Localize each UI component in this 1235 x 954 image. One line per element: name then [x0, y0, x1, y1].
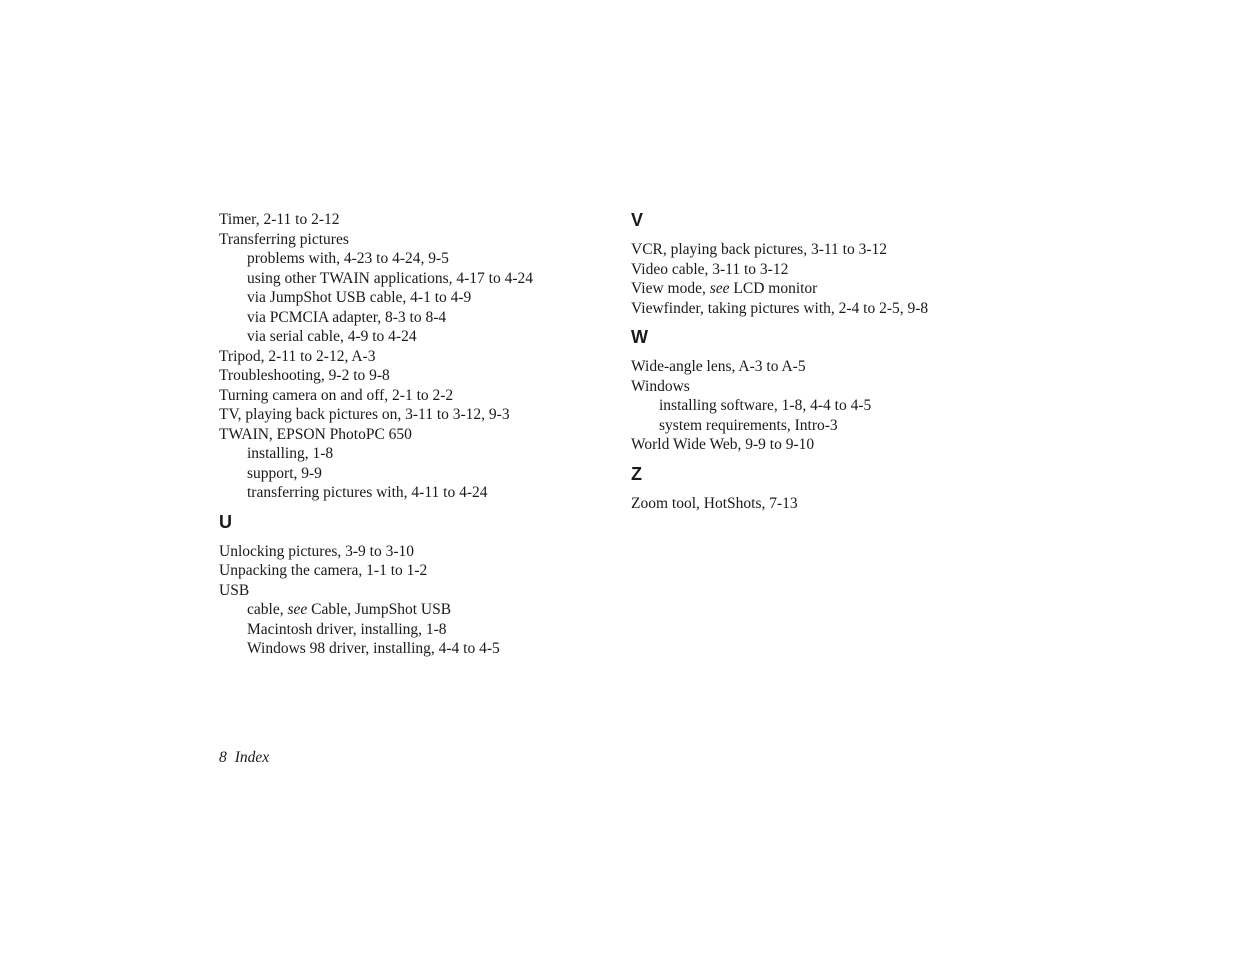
page-number: 8 — [219, 749, 227, 766]
page-footer — [219, 749, 269, 767]
index-entry: Transferring pictures — [219, 230, 349, 248]
entry-text: cable, — [247, 601, 288, 618]
index-subentry: using other TWAIN applications, 4-17 to 4-24 — [247, 269, 533, 287]
index-entry: Windows — [631, 377, 690, 395]
index-subentry: transferring pictures with, 4-11 to 4-24 — [247, 484, 488, 501]
index-subentry — [219, 600, 619, 620]
index-entry: Viewfinder, taking pictures with, 2-4 to 2-5, 9-8 — [631, 299, 929, 317]
index-subentry: Windows 98 driver, installing, 4-4 to 4-5 — [247, 640, 500, 657]
index-entry: USB — [219, 581, 250, 599]
section-letter-z: Z — [631, 463, 642, 484]
index-entry: Wide-angle lens, A-3 to A-5 — [631, 358, 806, 375]
index-subentry: via JumpShot USB cable, 4-1 to 4-9 — [247, 289, 472, 306]
index-entry: Troubleshooting, 9-2 to 9-8 — [219, 367, 390, 384]
index-entry: Zoom tool, HotShots, 7-13 — [631, 494, 798, 512]
index-subentry: installing software, 1-8, 4-4 to 4-5 — [659, 397, 872, 414]
index-subentry: problems with, 4-23 to 4-24, 9-5 — [247, 250, 449, 267]
index-entry — [631, 279, 1031, 299]
section-letter-v: V — [631, 210, 644, 230]
index-entry: Video cable, 3-11 to 3-12 — [631, 260, 789, 278]
index-entry: Unpacking the camera, 1-1 to 1-2 — [219, 562, 428, 579]
section-letter-w: W — [631, 327, 648, 347]
index-entry: TWAIN, EPSON PhotoPC 650 — [219, 425, 412, 443]
section-name: Index — [234, 749, 270, 766]
index-subentry: via PCMCIA adapter, 8-3 to 8-4 — [247, 308, 447, 326]
index-column-left — [219, 210, 619, 659]
index-entry: VCR, playing back pictures, 3-11 to 3-12 — [631, 241, 887, 258]
index-subentry: system requirements, Intro-3 — [659, 416, 838, 434]
index-entry: Timer, 2-11 to 2-12 — [219, 211, 340, 228]
entry-text: Cable, JumpShot USB — [307, 601, 452, 618]
see-reference: see — [287, 601, 308, 618]
index-subentry: support, 9-9 — [247, 464, 322, 482]
section-letter-u: U — [219, 511, 232, 532]
entry-text: View mode, — [631, 280, 710, 297]
index-entry: Unlocking pictures, 3-9 to 3-10 — [219, 542, 415, 560]
index-subentry: Macintosh driver, installing, 1-8 — [247, 620, 447, 638]
index-entry: Turning camera on and off, 2-1 to 2-2 — [219, 386, 454, 404]
index-entry: Tripod, 2-11 to 2-12, A-3 — [219, 347, 376, 365]
index-entry: World Wide Web, 9-9 to 9-10 — [631, 436, 815, 453]
index-subentry: installing, 1-8 — [247, 445, 334, 462]
index-entry: TV, playing back pictures on, 3-11 to 3-12, 9-3 — [219, 406, 510, 423]
index-column-right — [631, 210, 1031, 513]
entry-text: LCD monitor — [729, 280, 818, 297]
index-subentry: via serial cable, 4-9 to 4-24 — [247, 328, 417, 345]
see-reference: see — [709, 280, 730, 297]
